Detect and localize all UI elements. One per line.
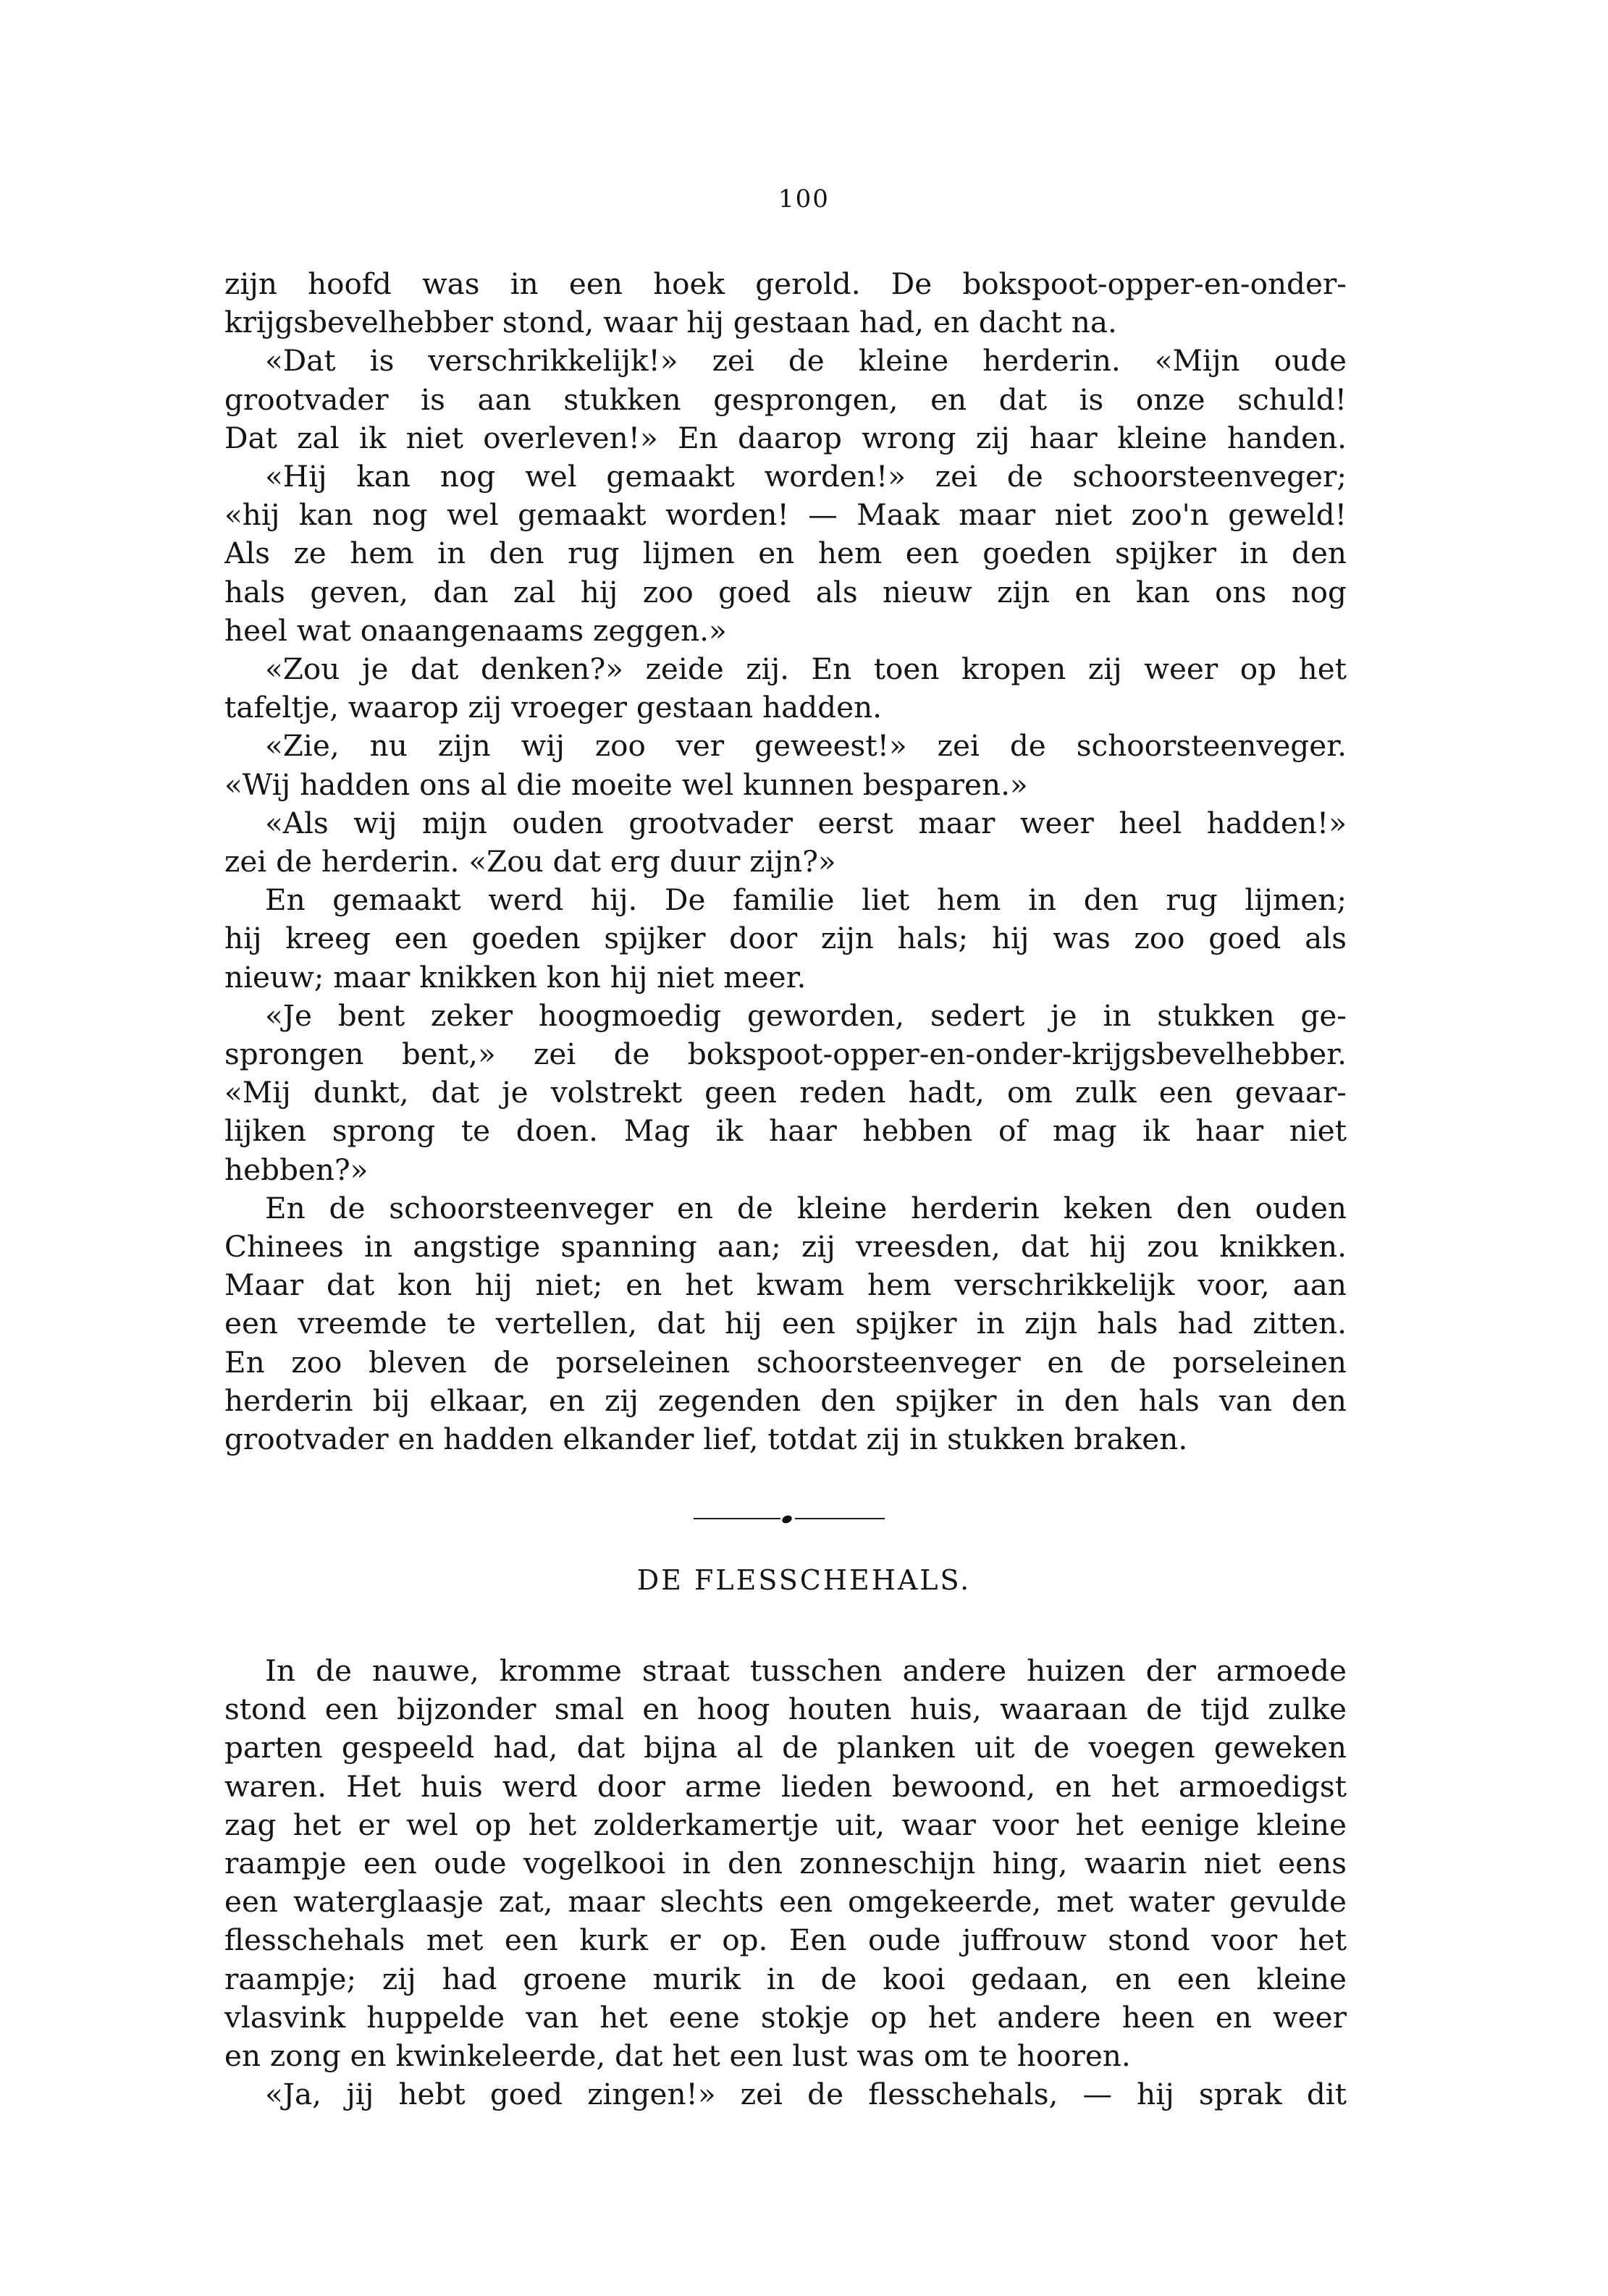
text-line: Als ze hem in den rug lijmen en hem een goeden spijker in den [224,536,1347,571]
text-line: waren. Het huis werd door arme lieden bewoond, en het armoedigst [224,1768,1347,1804]
text-line: En de schoorsteenveger en de kleine herderin keken den ouden [265,1190,1347,1225]
text-line: lijken sprong te doen. Mag ik haar hebben of mag ik haar niet [224,1113,1347,1149]
text-line: krijgsbevelhebber stond, waar hij gestaan had, en dacht na. [224,305,1117,340]
text-line: «Ja, jij hebt goed zingen!» zei de flesschehals, — hij sprak dit [265,2077,1347,2112]
text-line: raampje een oude vogelkooi in den zonneschijn hing, waarin niet eens [224,1846,1347,1881]
text-line: vlasvink huppelde van het eene stokje op het andere heen en weer [224,1999,1347,2035]
text-line: «Dat is verschrikkelijk!» zei de kleine herderin. «Mijn oude [265,343,1347,379]
section-heading: DE FLESSCHEHALS. [636,1564,972,1596]
text-line: «Zou je dat denken?» zeide zij. En toen kropen zij weer op het [265,651,1347,687]
text-line: hij kreeg een goeden spijker door zijn hals; hij was zoo goed als [224,921,1347,956]
text-line: Chinees in angstige spanning aan; zij vreesden, dat hij zou knikken. [224,1229,1347,1265]
text-line: stond een bijzonder smal en hoog houten huis, waaraan de tijd zulke [224,1692,1347,1727]
text-line: tafeltje, waarop zij vroeger gestaan hadden. [224,690,883,725]
text-line: zijn hoofd was in een hoek gerold. De bokspoot-opper-en-onder- [224,266,1347,301]
text-line: hals geven, dan zal hij zoo goed als nieuw zijn en kan ons nog [224,574,1347,609]
divider-rule-left [694,1518,780,1519]
text-line: een vreemde te vertellen, dat hij een spijker in zijn hals had zitten. [224,1306,1347,1341]
text-line: «hij kan nog wel gemaakt worden! — Maak maar niet zoo'n geweld! [224,497,1347,533]
text-line: En zoo bleven de porseleinen schoorsteenveger en de porseleinen [224,1344,1347,1380]
text-line: «Je bent zeker hoogmoedig geworden, sedert je in stukken ge- [265,997,1347,1033]
text-line: en zong en kwinkeleerde, dat het een lust was om te hooren. [224,2038,1131,2074]
text-line: zei de herderin. «Zou dat erg duur zijn?» [224,844,836,879]
text-line: heel wat onaangenaams zeggen.» [224,612,727,648]
divider-dot-icon [781,1514,794,1525]
text-line: «Mij dunkt, dat je volstrekt geen reden hadt, om zulk een gevaar- [224,1075,1347,1110]
text-line: zag het er wel op het zolderkamertje uit, waar voor het eenige kleine [224,1807,1347,1842]
text-line: «Hij kan nog wel gemaakt worden!» zei de schoorsteenveger; [265,459,1347,494]
text-line: herderin bij elkaar, en zij zegenden den spijker in den hals van den [224,1383,1347,1418]
text-line: flesschehals met een kurk er op. Een oude juffrouw stond voor het [224,1923,1347,1958]
text-line: sprongen bent,» zei de bokspoot-opper-en-onder-krijgsbevelhebber. [224,1037,1347,1072]
text-line: parten gespeeld had, dat bijna al de planken uit de voegen geweken [224,1730,1347,1765]
story-text-bottom [224,1652,1347,2114]
story-text-top [224,265,1347,1459]
text-line: «Zie, nu zijn wij zoo ver geweest!» zei de schoorsteenveger. [265,728,1347,764]
page-number: 100 [778,185,830,214]
divider-rule-right [795,1518,885,1519]
text-line: «Wij hadden ons al die moeite wel kunnen besparen.» [224,767,1028,802]
text-line: raampje; zij had groene murik in de kooi gedaan, en een kleine [224,1961,1347,1996]
text-line: een waterglaasje zat, maar slechts een omgekeerde, met water gevulde [224,1884,1347,1920]
section-divider-ornament [694,1513,885,1529]
text-line: hebben?» [224,1152,369,1187]
text-line: grootvader en hadden elkander lief, totdat zij in stukken braken. [224,1422,1188,1457]
text-line: nieuw; maar knikken kon hij niet meer. [224,959,807,995]
text-line: «Als wij mijn ouden grootvader eerst maar weer heel hadden!» [265,805,1347,840]
text-line: En gemaakt werd hij. De familie liet hem in den rug lijmen; [265,882,1347,918]
text-line: Dat zal ik niet overleven!» En daarop wrong zij haar kleine handen. [224,420,1347,455]
text-line: In de nauwe, kromme straat tusschen andere huizen der armoede [265,1653,1347,1688]
text-line: Maar dat kon hij niet; en het kwam hem verschrikkelijk voor, aan [224,1267,1347,1303]
text-line: grootvader is aan stukken gesprongen, en dat is onze schuld! [224,381,1347,417]
